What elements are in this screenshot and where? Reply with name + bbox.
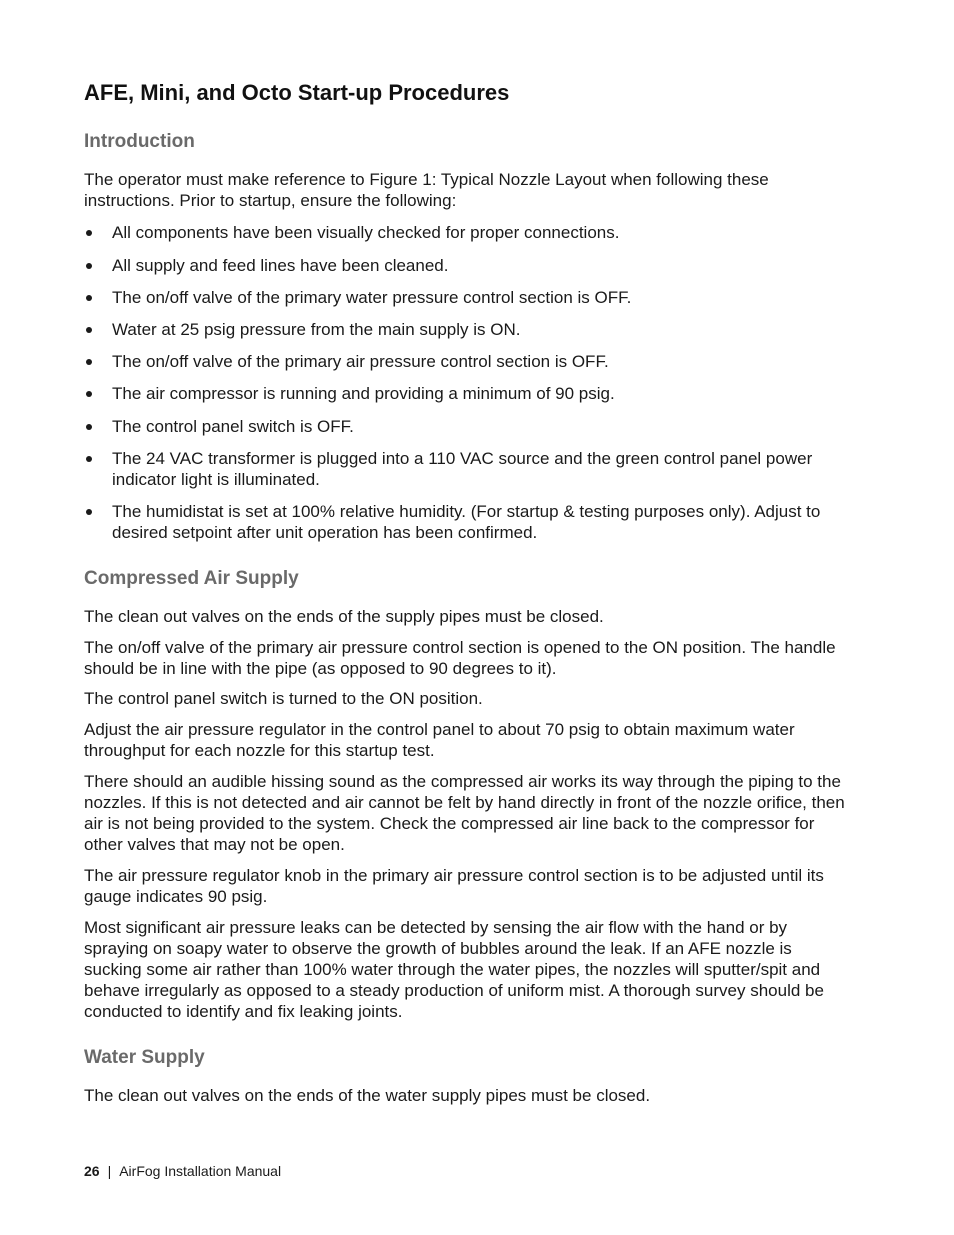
paragraph: The clean out valves on the ends of the supply pipes must be closed. bbox=[84, 607, 604, 626]
list-item: All supply and feed lines have been cleaned. bbox=[84, 255, 872, 276]
bullet-icon bbox=[86, 263, 92, 269]
list-item: The control panel switch is OFF. bbox=[84, 416, 872, 437]
list-item: All components have been visually checked for proper connections. bbox=[84, 222, 872, 243]
list-item: The 24 VAC transformer is plugged into a 110 VAC source and the green control panel power indicator light is illuminated. bbox=[84, 448, 872, 490]
page-number: 26 bbox=[84, 1163, 100, 1179]
manual-name: AirFog Installation Manual bbox=[119, 1163, 282, 1179]
section-heading-compressed-air: Compressed Air Supply bbox=[84, 568, 299, 589]
intro-paragraph: The operator must make reference to Figure 1: Typical Nozzle Layout when following these instructions. Prior to startup, ensure the following: bbox=[84, 170, 769, 210]
list-item: Water at 25 psig pressure from the main supply is ON. bbox=[84, 319, 872, 340]
paragraph: Adjust the air pressure regulator in the control panel to about 70 psig to obtain maximum water throughput for each nozzle for this startup test. bbox=[84, 720, 795, 760]
bullet-icon bbox=[86, 295, 92, 301]
section-heading-introduction: Introduction bbox=[84, 131, 195, 152]
paragraph: Most significant air pressure leaks can be detected by sensing the air flow with the hand or by spraying on soapy water to observe the growth of bubbles around the leak. If an AFE nozzle is sucking some air rather than 100% water through the water pipes, the nozzles will sputter/spit and behave irregularly as opposed to a steady production of uniform mist. A thorough survey should be conducted to identify and fix leaking joints. bbox=[84, 918, 824, 1021]
list-item: The on/off valve of the primary air pressure control section is OFF. bbox=[84, 351, 872, 372]
list-item: The humidistat is set at 100% relative humidity. (For startup & testing purposes only). Adjust to desired setpoint after unit operation has been confirmed. bbox=[84, 501, 872, 543]
bullet-icon bbox=[86, 391, 92, 397]
bullet-icon bbox=[86, 359, 92, 365]
paragraph: The air pressure regulator knob in the primary air pressure control section is to be adjusted until its gauge indicates 90 psig. bbox=[84, 866, 824, 906]
bullet-icon bbox=[86, 327, 92, 333]
paragraph: There should an audible hissing sound as the compressed air works its way through the piping to the nozzles. If this is not detected and air cannot be felt by hand directly in front of the nozzle orifice, then air is not being provided to the system. Check the compressed air line back to the compressor for other valves that may not be open. bbox=[84, 772, 845, 854]
list-item: The on/off valve of the primary water pressure control section is OFF. bbox=[84, 287, 872, 308]
bullet-icon bbox=[86, 509, 92, 515]
paragraph: The on/off valve of the primary air pressure control section is opened to the ON position. The handle should be in line with the pipe (as opposed to 90 degrees to it). bbox=[84, 638, 836, 678]
list-item: The air compressor is running and providing a minimum of 90 psig. bbox=[84, 383, 872, 404]
paragraph: The control panel switch is turned to the ON position. bbox=[84, 689, 483, 708]
bullet-icon bbox=[86, 230, 92, 236]
paragraph: The clean out valves on the ends of the water supply pipes must be closed. bbox=[84, 1086, 651, 1105]
section-heading-water-supply: Water Supply bbox=[84, 1047, 205, 1068]
footer-separator: | bbox=[107, 1163, 112, 1179]
page-title: AFE, Mini, and Octo Start-up Procedures bbox=[84, 80, 510, 105]
bullet-icon bbox=[86, 456, 92, 462]
bullet-icon bbox=[86, 424, 92, 430]
page-footer bbox=[84, 1163, 281, 1179]
